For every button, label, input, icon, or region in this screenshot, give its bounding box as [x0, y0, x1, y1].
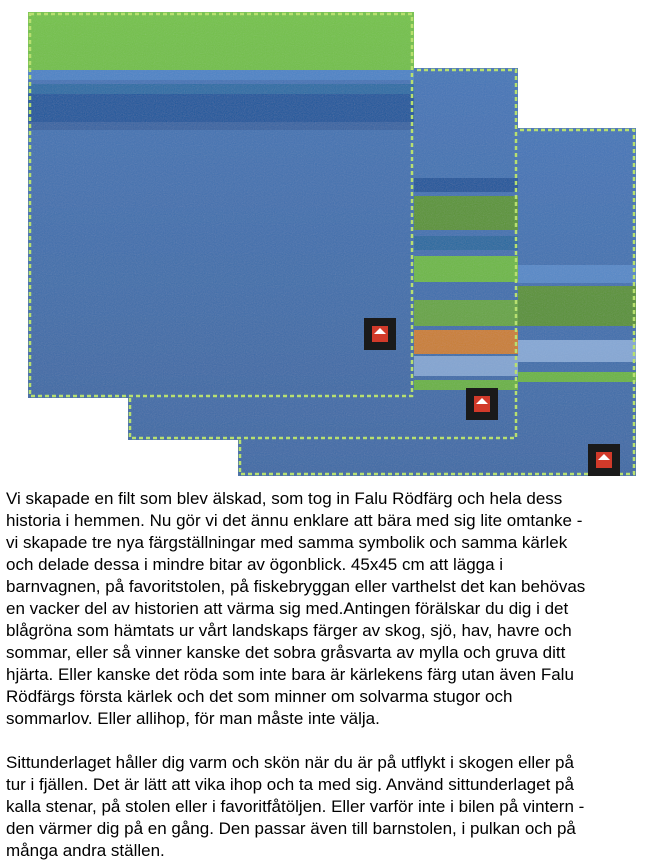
description-paragraph-2: Sittunderlaget håller dig varm och skön när du är på utflykt i skogen eller på tur i fjällen. Det är lätt att vika ihop och ta med sig. Använd sittunderlaget på kalla stenar, på stolen eller i favoritfåtöljen. Eller varför inte i bilen på vintern - den värmer dig på en gång. Den passar även till barnstolen, i pulkan och på många andra ställen. [6, 753, 585, 860]
felt-pad-front [28, 12, 414, 398]
brand-label-back [588, 444, 620, 476]
brand-label-front [364, 318, 396, 350]
product-description [6, 488, 656, 862]
brand-label-middle [466, 388, 498, 420]
description-paragraph-1: Vi skapade en filt som blev älskad, som tog in Falu Rödfärg och hela dess historia i hemmen. Nu gör vi det ännu enklare att bära med sig lite omtanke - vi skapade tre nya färgställningar med samma symbolik och samma kärlek och delade dessa i mindre bitar av ögonblick. 45x45 cm att lägga i barnvagnen, på favoritstolen, på fiskebryggan eller varthelst det kan behövas en vacker del av historien att värma sig med.Antingen förälskar du dig i det blågröna som hämtats ur vårt landskaps färger av skog, sjö, hav, havre och sommar, eller så vinner kanske det sobra gråsvarta av mylla och gruva ditt hjärta. Eller kanske det röda som inte bara är kärlekens färg utan även Falu Rödfärgs första kärlek och det som minner om solvarma stugor och sommarlov. Eller allihop, för man måste inte välja. [6, 489, 586, 728]
